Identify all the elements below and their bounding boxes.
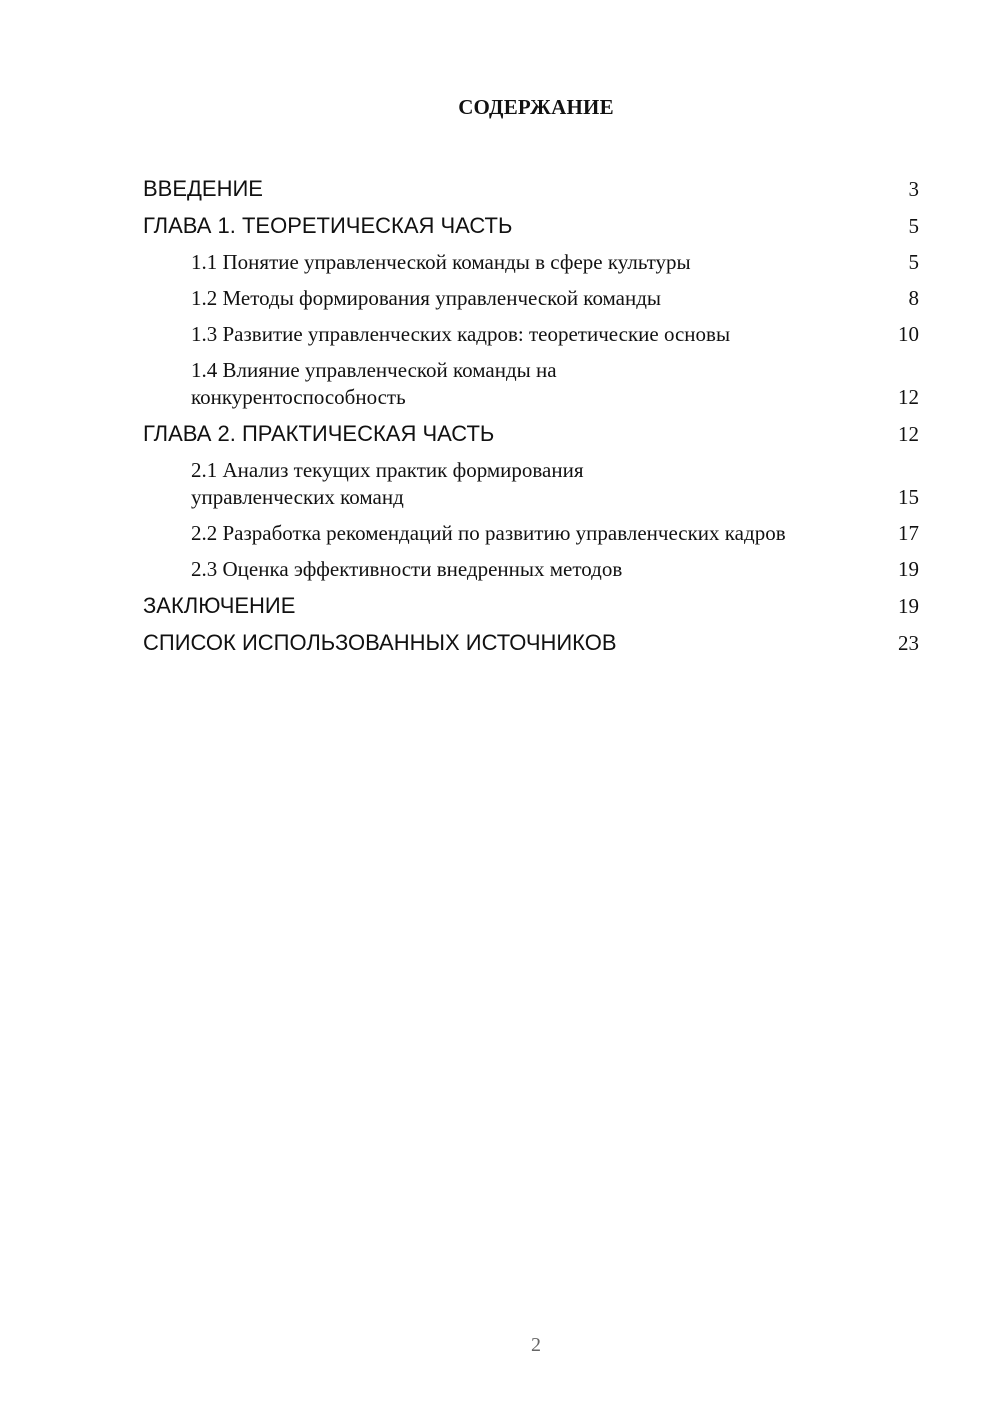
toc-item-page: 19 — [898, 594, 919, 618]
toc-item-title: СПИСОК ИСПОЛЬЗОВАННЫХ ИСТОЧНИКОВ — [143, 630, 617, 655]
page-number: 2 — [531, 1334, 541, 1356]
toc-item-title: ГЛАВА 1. ТЕОРЕТИЧЕСКАЯ ЧАСТЬ — [143, 213, 513, 238]
toc-item-section-2-2 — [143, 515, 919, 551]
toc-item-title: ГЛАВА 2. ПРАКТИЧЕСКАЯ ЧАСТЬ — [143, 421, 495, 446]
toc-item-introduction — [143, 170, 919, 207]
toc-item-title: 2.3 Оценка эффективности внедренных методов — [191, 557, 623, 581]
toc-item-section-2-1 — [143, 452, 919, 515]
toc-item-title: 2.2 Разработка рекомендаций по развитию управленческих кадров — [191, 521, 786, 545]
page-title: СОДЕРЖАНИЕ — [458, 95, 614, 119]
toc-item-chapter-1 — [143, 207, 919, 244]
toc-item-references — [143, 624, 919, 661]
toc-item-section-1-2 — [143, 280, 919, 316]
toc-item-page: 8 — [908, 286, 919, 310]
toc-item-title: 2.1 Анализ текущих практик формирования управленческих команд — [191, 458, 584, 509]
toc-item-page: 12 — [898, 422, 919, 446]
toc-item-section-2-3 — [143, 551, 919, 587]
toc-item-page: 19 — [898, 557, 919, 581]
toc-item-title: 1.4 Влияние управленческой команды на конкурентоспособность — [191, 358, 557, 409]
toc-item-page: 15 — [898, 485, 919, 509]
toc-item-section-1-3 — [143, 316, 919, 352]
toc-item-page: 10 — [898, 322, 919, 346]
toc-item-title: 1.3 Развитие управленческих кадров: теоретические основы — [191, 322, 731, 346]
table-of-contents — [143, 170, 919, 661]
toc-item-conclusion — [143, 587, 919, 624]
toc-item-section-1-4 — [143, 352, 919, 415]
toc-item-title: ВВЕДЕНИЕ — [143, 176, 263, 201]
toc-item-chapter-2 — [143, 415, 919, 452]
toc-item-page: 23 — [898, 631, 919, 655]
toc-item-page: 5 — [908, 250, 919, 274]
toc-item-section-1-1 — [143, 244, 919, 280]
toc-item-page: 3 — [908, 177, 919, 201]
toc-item-page: 5 — [908, 214, 919, 238]
toc-item-title: ЗАКЛЮЧЕНИЕ — [143, 593, 296, 618]
toc-item-page: 17 — [898, 521, 919, 545]
toc-item-page: 12 — [898, 385, 919, 409]
toc-item-title: 1.1 Понятие управленческой команды в сфере культуры — [191, 250, 691, 274]
toc-item-title: 1.2 Методы формирования управленческой команды — [191, 286, 662, 310]
